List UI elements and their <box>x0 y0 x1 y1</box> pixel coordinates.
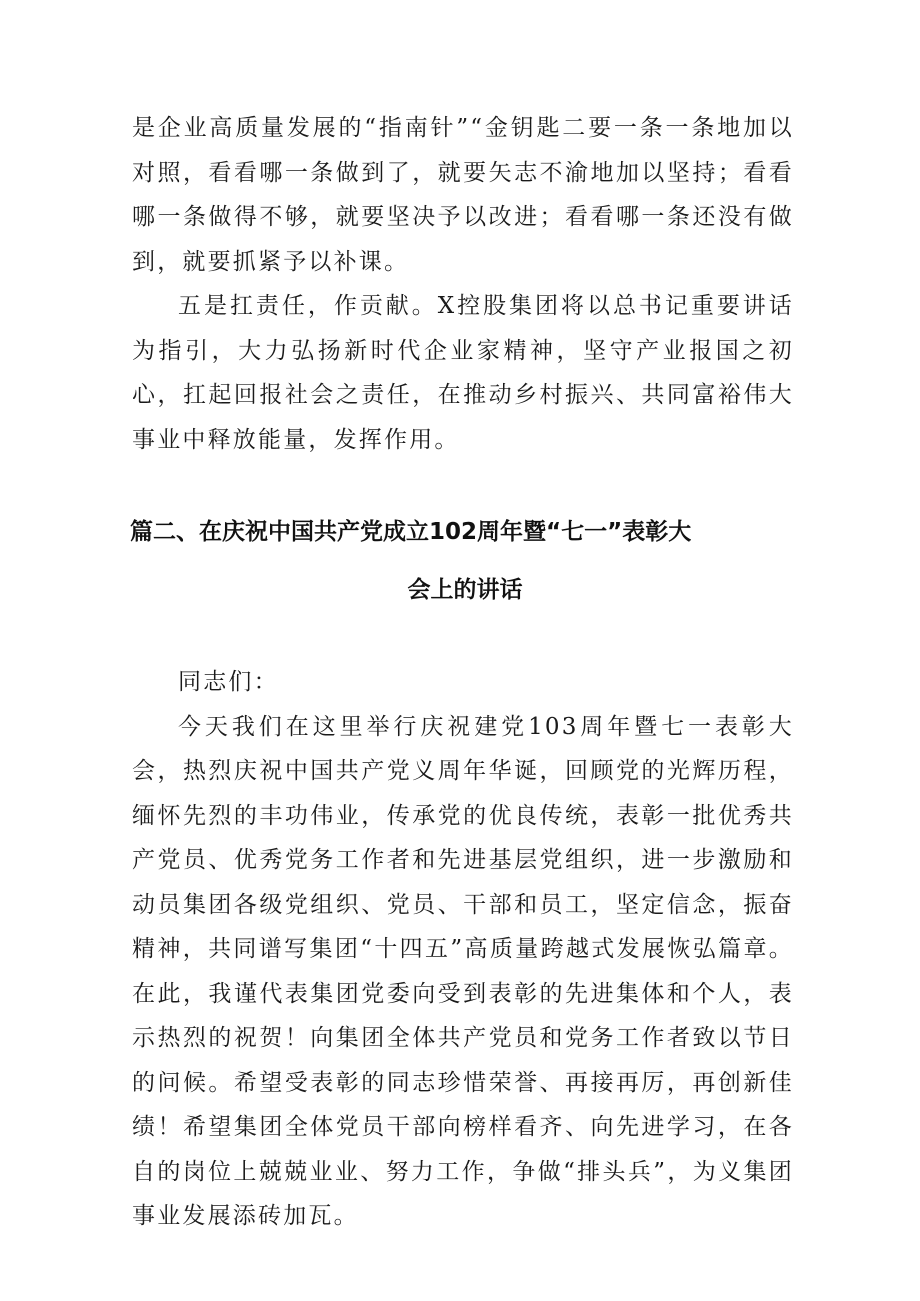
previous-section-text <box>132 106 794 462</box>
salutation: 同志们： <box>178 669 279 695</box>
section-two-text <box>132 660 794 1239</box>
heading-line-1: 篇二、在庆祝中国共产党成立102周年暨“七一”表彰大 <box>130 519 692 545</box>
heading-line-2: 会上的讲话 <box>407 577 523 603</box>
section-two-heading <box>130 512 790 610</box>
speech-body-paragraph: 今天我们在这里举行庆祝建党103周年暨七一表彰大会，热烈庆祝中国共产党义周年华诞，回顾党的光辉历程，缅怀先烈的丰功伟业，传承党的优良传统，表彰一批优秀共产党员、优秀党务工作者和先进基层党组织，进一步激励和动员集团各级党组织、党员、干部和员工，坚定信念，振奋精神，共同谱写集团“十四五”高质量跨越式发展恢弘篇章。在此，我谨代表集团党委向受到表彰的先进集体和个人，表示热烈的祝贺！向集团全体共产党员和党务工作者致以节日的问候。希望受表彰的同志珍惜荣誉、再接再厉，再创新佳绩！希望集团全体党员干部向榜样看齐、向先进学习，在各自的岗位上兢兢业业、努力工作，争做“排头兵”，为义集团事业发展添砖加瓦。 <box>132 713 794 1229</box>
continuation-paragraph: 是企业高质量发展的“指南针”“金钥匙二要一条一条地加以对照，看看哪一条做到了，就要矢志不渝地加以坚持；看看哪一条做得不够，就要坚决予以改进；看看哪一条还没有做到，就要抓紧予以补课。 <box>132 115 794 275</box>
point-five-paragraph: 五是扛责任，作贡献。X控股集团将以总书记重要讲话为指引，大力弘扬新时代企业家精神，坚守产业报国之初心，扛起回报社会之责任，在推动乡村振兴、共同富裕伟大事业中释放能量，发挥作用。 <box>132 293 794 453</box>
